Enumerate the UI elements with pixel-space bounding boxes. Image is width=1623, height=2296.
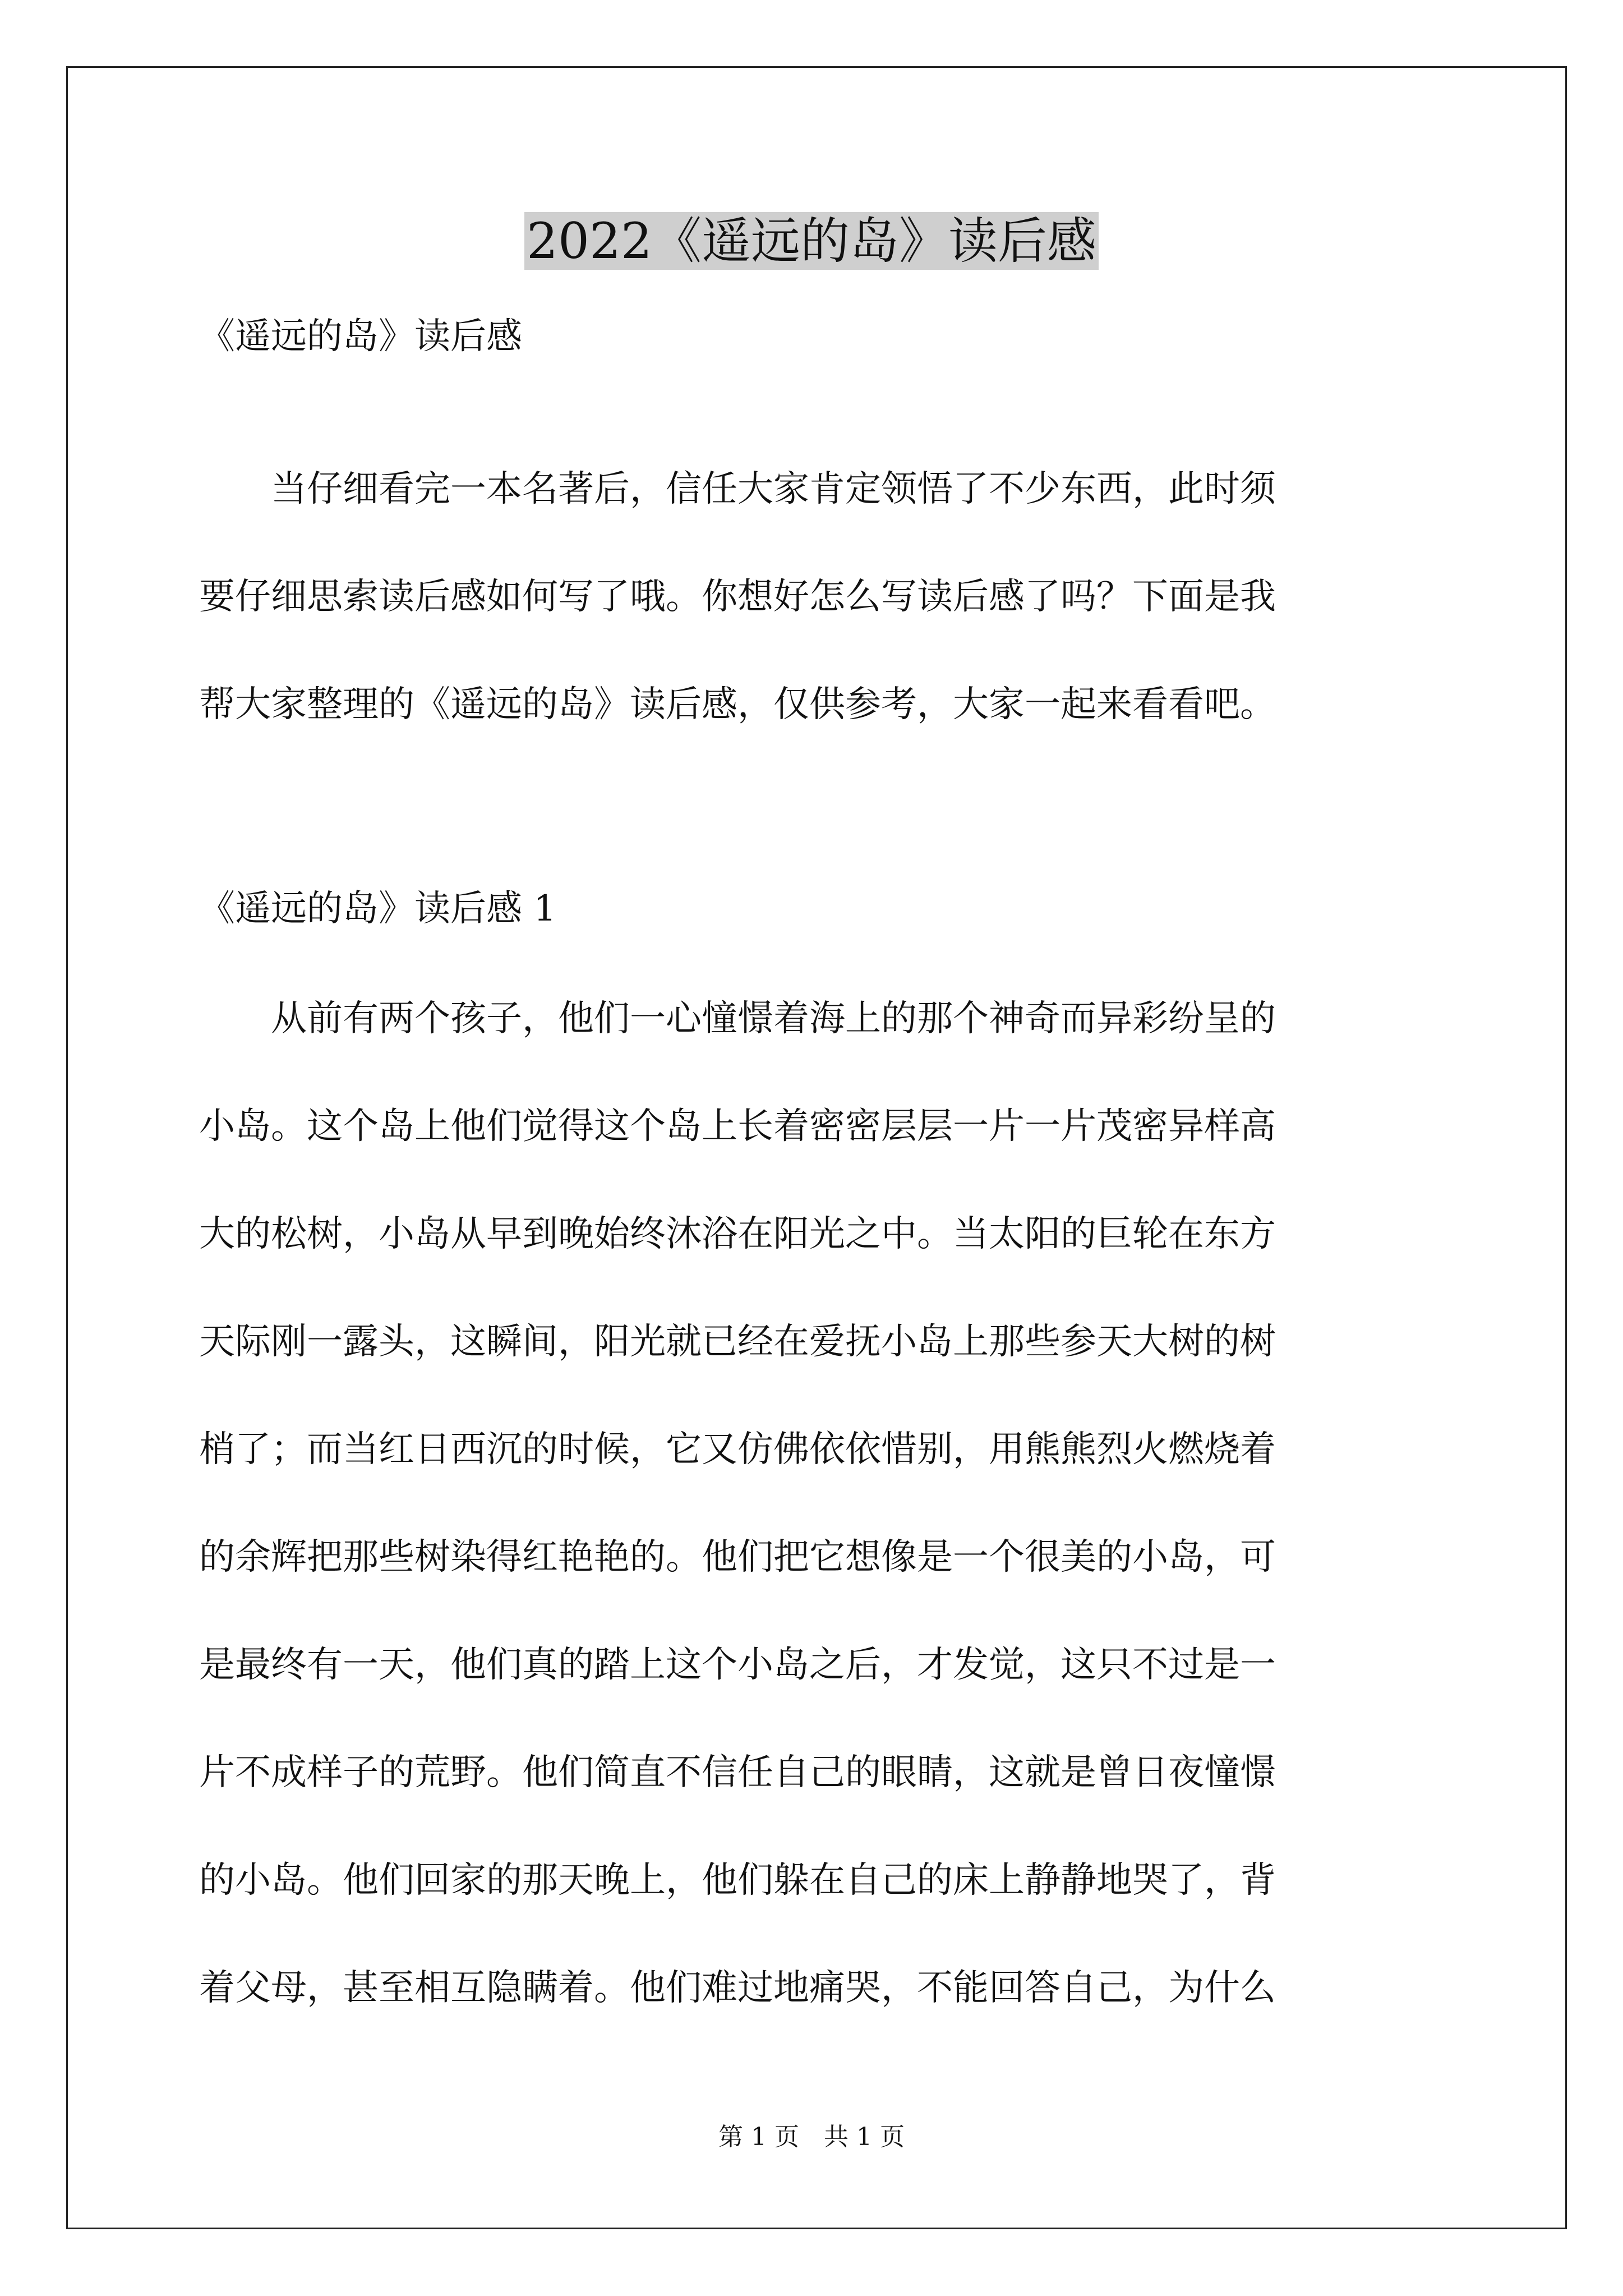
body-line: 小岛。这个岛上他们觉得这个岛上长着密密层层一片一片茂密异样高	[199, 1106, 1276, 1147]
body-line: 片不成样子的荒野。他们简直不信任自己的眼睛，这就是曾日夜憧憬	[199, 1752, 1276, 1793]
intro-line: 帮大家整理的《遥远的岛》读后感，仅供参考，大家一起来看看吧。	[199, 684, 1276, 725]
body-line: 的余辉把那些树染得红艳艳的。他们把它想像是一个很美的小岛，可	[199, 1536, 1276, 1578]
document-title-text: 2022《遥远的岛》读后感	[524, 212, 1099, 270]
intro-line: 当仔细看完一本名著后，信任大家肯定领悟了不少东西，此时须	[199, 468, 1276, 510]
body-paragraph	[199, 965, 1427, 2042]
body-line: 天际刚一露头，这瞬间，阳光就已经在爱抚小岛上那些参天大树的树	[199, 1321, 1276, 1363]
body-line: 着父母，甚至相互隐瞒着。他们难过地痛哭，不能回答自己，为什么	[199, 1967, 1276, 2009]
intro-line: 要仔细思索读后感如何写了哦。你想好怎么写读后感了吗？下面是我	[199, 576, 1276, 618]
body-line: 是最终有一天，他们真的踏上这个小岛之后，才发觉，这只不过是一	[199, 1644, 1276, 1686]
body-line: 大的松树，小岛从早到晚始终沐浴在阳光之中。当太阳的巨轮在东方	[199, 1213, 1276, 1255]
subtitle: 《遥远的岛》读后感	[199, 316, 522, 357]
body-line: 梢了；而当红日西沉的时候，它又仿佛依依惜别，用熊熊烈火燃烧着	[199, 1429, 1276, 1470]
section-heading: 《遥远的岛》读后感 1	[199, 888, 557, 930]
body-line: 从前有两个孩子，他们一心憧憬着海上的那个神奇而异彩纷呈的	[199, 998, 1276, 1039]
intro-paragraph	[199, 435, 1427, 758]
document-title	[0, 208, 1623, 275]
body-line: 的小岛。他们回家的那天晚上，他们躲在自己的床上静静地哭了，背	[199, 1860, 1276, 1901]
page-footer: 第 1 页 共 1 页	[718, 2123, 905, 2151]
